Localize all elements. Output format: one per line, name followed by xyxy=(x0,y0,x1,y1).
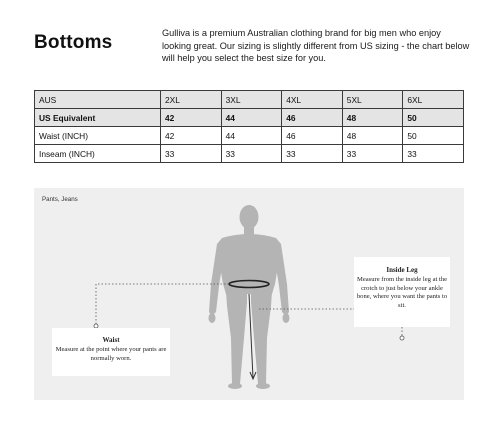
measurement-diagram xyxy=(34,188,464,400)
table-cell: 33 xyxy=(342,145,403,163)
table-cell: 50 xyxy=(403,127,464,145)
waist-callout-text: Measure at the point where your pants are normally worn. xyxy=(55,346,167,362)
row-label: AUS xyxy=(35,91,161,109)
row-label: US Equivalent xyxy=(35,109,161,127)
table-cell: 44 xyxy=(221,109,282,127)
table-row xyxy=(35,91,464,109)
table-row xyxy=(35,127,464,145)
table-cell: 33 xyxy=(161,145,222,163)
table-cell: 33 xyxy=(282,145,343,163)
table-cell: 6XL xyxy=(403,91,464,109)
inside-leg-callout-text: Measure from the inside leg at the crotch to just below your ankle bone, where you want the pants to sit. xyxy=(356,276,448,309)
waist-callout xyxy=(52,328,170,376)
row-label: Waist (INCH) xyxy=(35,127,161,145)
table-cell: 3XL xyxy=(221,91,282,109)
table-cell: 5XL xyxy=(342,91,403,109)
table-cell: 44 xyxy=(221,127,282,145)
size-chart-table xyxy=(34,90,464,163)
waist-callout-title: Waist xyxy=(102,336,120,344)
table-cell: 42 xyxy=(161,109,222,127)
table-cell: 46 xyxy=(282,127,343,145)
leg-guide-dot xyxy=(400,336,404,340)
inside-leg-callout-title: Inside Leg xyxy=(386,266,418,274)
diagram-label: Pants, Jeans xyxy=(42,196,78,203)
row-label: Inseam (INCH) xyxy=(35,145,161,163)
table-cell: 4XL xyxy=(282,91,343,109)
table-cell: 46 xyxy=(282,109,343,127)
table-cell: 50 xyxy=(403,109,464,127)
table-cell: 33 xyxy=(221,145,282,163)
table-cell: 33 xyxy=(403,145,464,163)
table-row xyxy=(35,145,464,163)
table-cell: 42 xyxy=(161,127,222,145)
table-cell: 48 xyxy=(342,109,403,127)
table-row xyxy=(35,109,464,127)
inside-leg-callout xyxy=(354,257,450,327)
table-cell: 48 xyxy=(342,127,403,145)
table-cell: 2XL xyxy=(161,91,222,109)
intro-text: Gulliva is a premium Australian clothing brand for big men who enjoy looking great. Our sizing is slightly different from US sizing - the chart below will help you select the best size for you. xyxy=(162,28,470,64)
page-title: Bottoms xyxy=(34,32,113,53)
